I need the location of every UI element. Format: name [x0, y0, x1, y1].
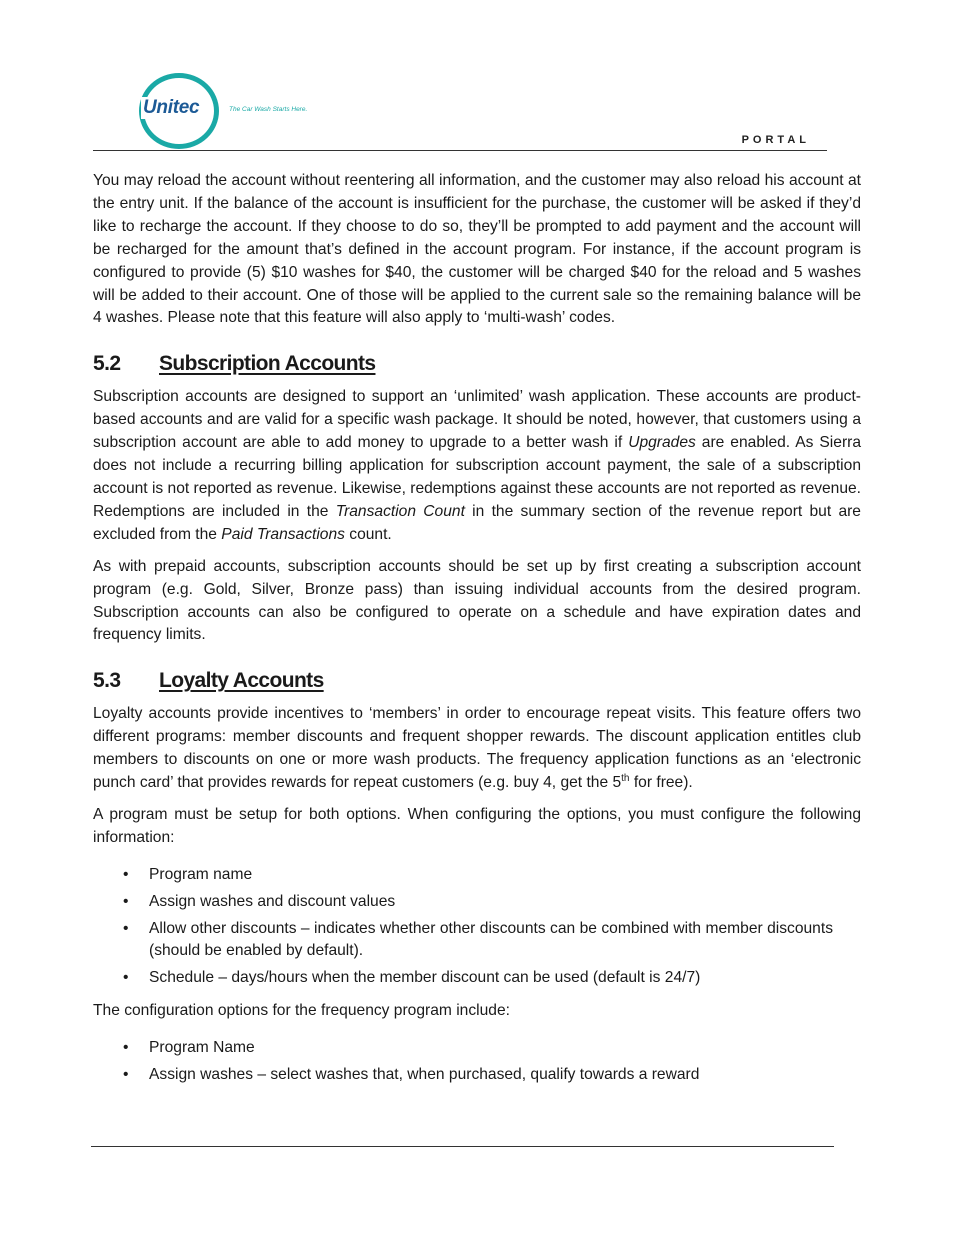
subscription-paragraph-2: As with prepaid accounts, subscription accounts should be set up by first creating a subscription account program (e.g. Gold, Silver, Bronze pass) than issuing individual accounts from the desired program. Subscription accounts can also be configured to operate on a schedule and have expiration dates and frequency limits. — [93, 557, 861, 644]
list-item — [93, 891, 861, 914]
page-header — [0, 0, 954, 152]
bullet-icon: • — [123, 919, 129, 937]
list-item-text: Program name — [149, 865, 253, 883]
italic-term-upgrades: Upgrades — [628, 434, 696, 452]
header-section-label: PORTAL — [741, 134, 810, 146]
text-run: for free). — [629, 774, 693, 792]
section-heading-subscription — [93, 352, 861, 376]
header-divider — [93, 150, 827, 151]
list-item-text: Schedule – days/hours when the member discount can be used (default is 24/7) — [149, 969, 701, 987]
text-run: Subscription accounts are designed to support an ‘unlimited’ wash application. These accounts are product-based accounts and are valid for a specific wash package. It should be noted, however, that customers using a subscription account are able to add money to upgrade to a better wash if — [93, 388, 861, 452]
italic-term-paid-transactions: Paid Transactions — [221, 525, 345, 543]
page-content — [93, 170, 861, 1097]
list-item — [93, 1037, 861, 1060]
bullet-icon: • — [123, 1066, 129, 1084]
bullet-icon: • — [123, 1039, 129, 1057]
list-item — [93, 1064, 861, 1087]
list-item-text: Program Name — [149, 1039, 255, 1057]
italic-term-transaction-count: Transaction Count — [335, 502, 465, 520]
text-run: in the summary section of the revenue report but are excluded from the — [93, 502, 861, 543]
intro-paragraph: You may reload the account without reentering all information, and the customer may also reload his account at the entry unit. If the balance of the account is insufficient for the purchase, the customer will be asked if they’d like to recharge the account. If they choose to do so, they’ll be prompted to add payment and the account will be recharged for the amount that’s defined in the account program. For instance, if the account program is configured to provide (5) $10 washes for $40, the customer will be charged $40 for the reload and 5 washes will be added to their account. One of those will be applied to the current sale so the remaining balance will be 4 washes. Please note that this feature will also apply to ‘multi-wash’ codes. — [93, 172, 861, 327]
bullet-icon: • — [123, 892, 129, 910]
list-item-text: Allow other discounts – indicates whether other discounts can be combined with member discounts (should be enabled by default). — [149, 919, 833, 960]
subscription-paragraph-1 — [93, 386, 861, 546]
frequency-options-list — [93, 1037, 861, 1087]
section-number: 5.2 — [93, 352, 121, 376]
loyalty-paragraph-2: A program must be setup for both options. When configuring the options, you must configure the following information: — [93, 805, 861, 846]
loyalty-paragraph-3: The configuration options for the frequency program include: — [93, 1002, 510, 1020]
text-run: Loyalty accounts provide incentives to ‘members’ in order to encourage repeat visits. This feature offers two different programs: member discounts and frequent shopper rewards. The discount application entitles club members to discounts on one or more wash products. The frequency application functions as an ‘electronic punch card’ that provides rewards for repeat customers (e.g. buy 4, get the 5 — [93, 705, 861, 792]
section-title: Loyalty Accounts — [159, 669, 324, 693]
section-title: Subscription Accounts — [159, 352, 376, 376]
logo-tagline: The Car Wash Starts Here. — [229, 106, 308, 113]
list-item-text: Assign washes – select washes that, when purchased, qualify towards a reward — [149, 1066, 700, 1084]
section-number: 5.3 — [93, 669, 121, 693]
text-run: count. — [344, 525, 392, 543]
list-item — [93, 967, 861, 990]
footer-divider — [91, 1146, 834, 1147]
discount-options-list — [93, 864, 861, 991]
section-heading-loyalty — [93, 669, 861, 693]
superscript-th: th — [621, 772, 630, 784]
unitec-logo — [139, 73, 319, 149]
list-item — [93, 864, 861, 887]
list-item — [93, 918, 861, 964]
logo-wordmark: Unitec — [143, 97, 200, 118]
bullet-icon: • — [123, 865, 129, 883]
loyalty-paragraph-1 — [93, 703, 861, 795]
bullet-icon: • — [123, 969, 129, 987]
text-run: are enabled. As Sierra does not include a recurring billing application for subscription account payment, the sale of a subscription account is not reported as revenue. Likewise, redemptions against these accounts are not reported as revenue. Redemptions are included in the — [93, 434, 862, 520]
list-item-text: Assign washes and discount values — [149, 892, 396, 910]
